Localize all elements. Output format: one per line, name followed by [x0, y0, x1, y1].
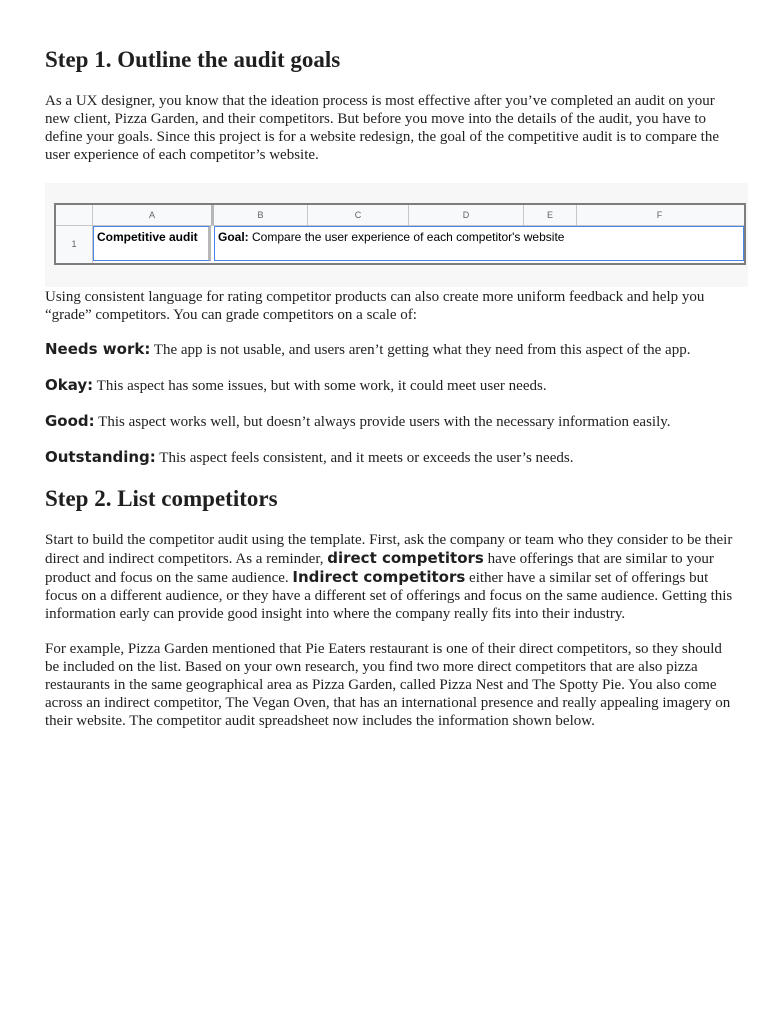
- column-header-e: E: [524, 205, 577, 225]
- grade-needs-work: [45, 340, 735, 359]
- grade-good: [45, 412, 735, 431]
- term-direct-competitors: direct competitors: [327, 549, 484, 567]
- column-header-c: C: [308, 205, 409, 225]
- grading-intro: Using consistent language for rating competitor products can also create more uniform feedback and help you “grade” competitors. You can grade competitors on a scale of:: [45, 289, 705, 323]
- grade-description: This aspect works well, but doesn’t always provide users with the necessary information easily.: [94, 414, 671, 430]
- spreadsheet-row-1: [56, 226, 744, 263]
- grade-term: Good:: [45, 412, 95, 430]
- row-number: 1: [56, 226, 93, 263]
- term-indirect-competitors: Indirect competitors: [292, 568, 466, 586]
- column-header-a: A: [93, 205, 212, 225]
- cell-a1: Competitive audit: [93, 226, 211, 261]
- spreadsheet-image: [45, 183, 748, 287]
- column-header-f: F: [656, 210, 663, 220]
- step2-heading: Step 2. List competitors: [45, 486, 278, 511]
- text-run: have offerings that are similar to your product and focus on the same audience.: [45, 551, 714, 586]
- column-header-b: B: [214, 205, 308, 225]
- text-run: either have a similar set of offerings but focus on a different audience, or they have a different set of offerings and focus on the same audience. Getting this information early can provide good insight into where the company really fits into their industry.: [45, 570, 733, 622]
- grade-description: This aspect has some issues, but with some work, it could meet user needs.: [93, 378, 547, 394]
- grade-term: Outstanding:: [45, 448, 156, 466]
- grade-okay: [45, 376, 735, 395]
- grade-description: The app is not usable, and users aren’t getting what they need from this aspect of the app.: [150, 342, 691, 358]
- text-run: Start to build the competitor audit using the template. First, ask the company or team who they consider to be their direct and indirect competitors. As a reminder,: [45, 532, 733, 567]
- step1-paragraph: As a UX designer, you know that the ideation process is most effective after you’ve completed an audit on your new client, Pizza Garden, and their competitors. But before you move into the details of the audit, you have to define your goals. Since this project is for a website redesign, the goal of the competitive audit is to compare the user experience of each competitor’s website.: [45, 93, 719, 163]
- step2-paragraph-1: [45, 531, 735, 623]
- grade-description: This aspect feels consistent, and it meets or exceeds the user’s needs.: [155, 450, 574, 466]
- goal-label: Goal:: [218, 230, 249, 244]
- cell-b1-goal: [214, 226, 744, 261]
- grade-term: Needs work:: [45, 340, 151, 358]
- column-header-row: [56, 205, 744, 226]
- corner-cell: [56, 205, 93, 225]
- step1-heading: Step 1. Outline the audit goals: [45, 47, 341, 72]
- column-header-d: D: [409, 205, 524, 225]
- grade-outstanding: [45, 448, 735, 467]
- step2-paragraph-2: For example, Pizza Garden mentioned that Pie Eaters restaurant is one of their direct competitors, so they should be included on the list. Based on your own research, you find two more direct competitors that are also pizza restaurants in the same geographical area as Pizza Garden, called Pizza Nest and The Spotty Pie. You also come across an indirect competitor, The Vegan Oven, that has an international presence and really appealing imagery on their website. The competitor audit spreadsheet now includes the information shown below.: [45, 641, 731, 729]
- spreadsheet: [54, 203, 746, 265]
- goal-text: Compare the user experience of each competitor's website: [248, 230, 565, 244]
- grade-term: Okay:: [45, 376, 94, 394]
